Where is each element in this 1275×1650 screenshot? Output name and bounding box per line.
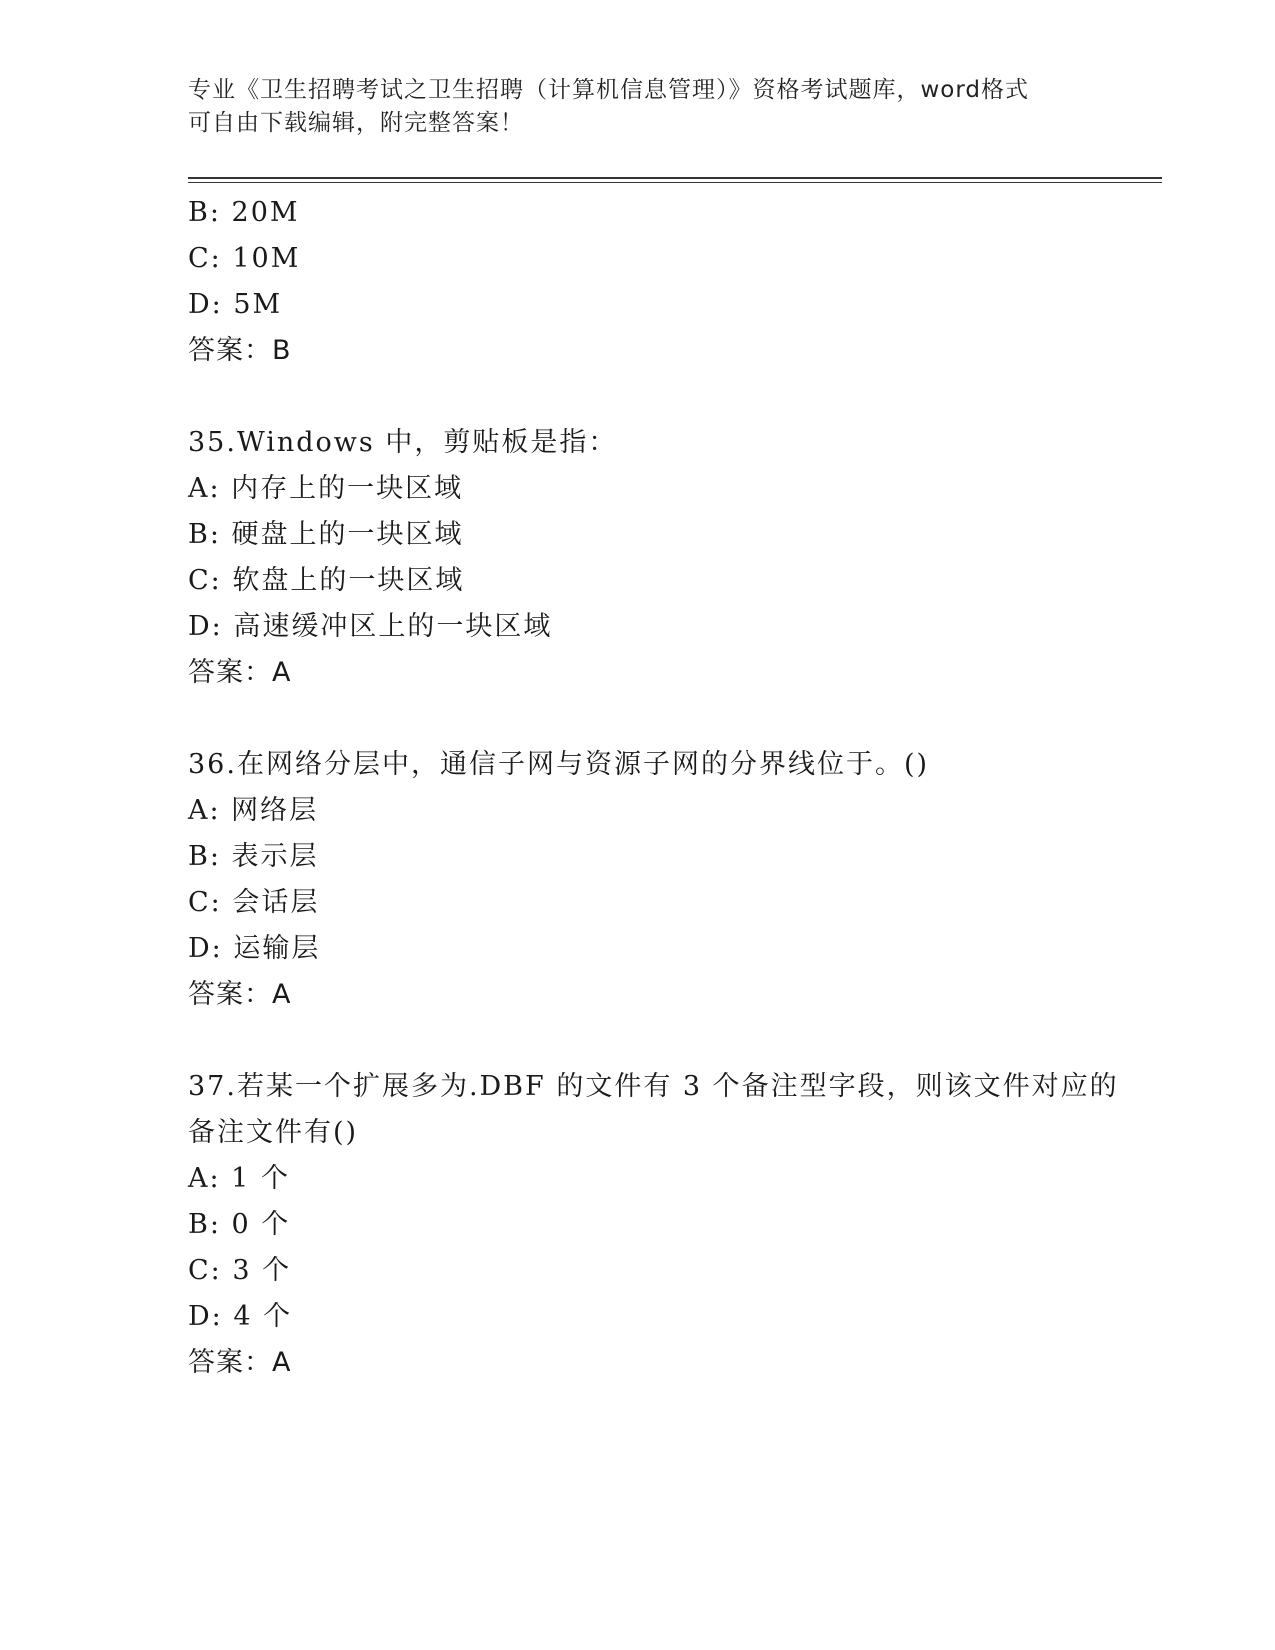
- option-d: D: 5M: [188, 289, 283, 320]
- option-d: D: 4 个: [188, 1301, 293, 1332]
- option-b: B: 0 个: [188, 1209, 291, 1240]
- question-stem: 36.在网络分层中，通信子网与资源子网的分界线位于。(): [188, 749, 930, 780]
- question-stem-line-2: 备注文件有(): [188, 1117, 359, 1148]
- option-b: B: 硬盘上的一块区域: [188, 519, 464, 550]
- option-c: C: 3 个: [188, 1255, 292, 1286]
- answer-line: 答案：A: [188, 979, 292, 1010]
- option-c: C: 10M: [188, 243, 301, 274]
- header-divider-thick: [188, 177, 1162, 179]
- spacer: [188, 696, 1108, 742]
- option-c: C: 会话层: [188, 887, 320, 918]
- option-a: A: 内存上的一块区域: [188, 473, 464, 504]
- header-line-1: 专业《卫生招聘考试之卫生招聘（计算机信息管理）》资格考试题库，word格式: [188, 77, 1030, 103]
- answer-line: 答案：A: [188, 657, 292, 688]
- spacer: [188, 1018, 1108, 1064]
- question-34-continued: [188, 190, 1108, 374]
- option-a: A: 1 个: [188, 1163, 290, 1194]
- question-37: [188, 1064, 1119, 1386]
- option-d: D: 运输层: [188, 933, 321, 964]
- document-header: [188, 74, 1088, 140]
- header-line-2: 可自由下载编辑，附完整答案！: [188, 110, 524, 136]
- question-36: [188, 742, 1108, 1018]
- option-c: C: 软盘上的一块区域: [188, 565, 465, 596]
- question-35: [188, 420, 1108, 696]
- question-stem-line-1: 37.若某一个扩展多为.DBF 的文件有 3 个备注型字段，则该文件对应的: [188, 1071, 1119, 1102]
- answer-line: 答案：A: [188, 1347, 292, 1378]
- spacer: [188, 374, 1108, 420]
- option-b: B: 表示层: [188, 841, 319, 872]
- question-list: [188, 190, 1119, 1386]
- header-divider-thin: [188, 182, 1162, 183]
- answer-line: 答案：B: [188, 335, 292, 366]
- question-stem: 35.Windows 中，剪贴板是指：: [188, 427, 618, 458]
- option-d: D: 高速缓冲区上的一块区域: [188, 611, 553, 642]
- option-b: B: 20M: [188, 197, 300, 228]
- option-a: A: 网络层: [188, 795, 319, 826]
